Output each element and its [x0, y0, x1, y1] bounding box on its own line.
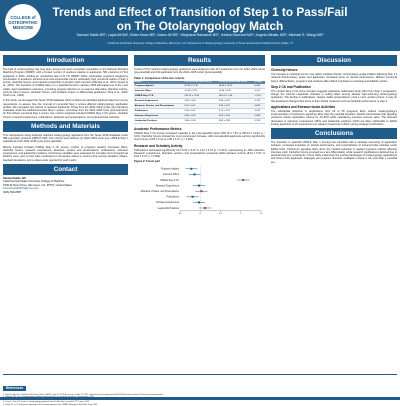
category-label: Programs Applied	[160, 169, 179, 172]
x-tick-label: 0	[199, 213, 201, 216]
results-intro: A total of 670 matched otolaryngology applicants were analyzed, with 327 applicants from the 2022–2023 cohort (pre-pass/fail) and 343 applicants from the 2024–2025 cohort (post-pass/fail).	[134, 68, 265, 75]
table-cell: 5.93 ± 3.09	[184, 99, 218, 104]
contact-name: Samuel Saldo, BS	[3, 176, 26, 180]
forest-plot	[134, 164, 265, 216]
table-row	[134, 118, 265, 123]
table-cell: Volunteer Experiences	[134, 113, 184, 118]
discussion-text: The increase in clerkship honors may reflect medical schools' compensatory grade inflation following Step 1's reduced discriminatory power and applicants' increased focus on clinical performance. Without numerical Step 1 differentiation, programs and students alike shifted emphasis to remaining quantifiable metrics.	[271, 73, 397, 83]
table-1	[134, 77, 265, 124]
x-tick-label: 0.5	[218, 213, 223, 216]
right-column	[271, 55, 397, 166]
table-cell: 4.12 ± 4.75	[218, 109, 254, 114]
research-text: Publications decreased significantly from 5.04 ± 5.07 to 4.12 ± 4.75 (p = 0.013), representing an 18% reduction. Research experiences, abstracts, posters, and presentations remained stable between cohorts (8.44 ± 5.97 vs 8.24 ± 6.47, p = 0.694).	[134, 148, 265, 159]
table-header: Pre-Pass/Fail (2022–2023)	[184, 81, 218, 85]
figure-caption: Figure 2: Forest plot	[134, 160, 160, 164]
table-cell: 56.94 ± 22.23	[218, 84, 254, 88]
table-header: Metric	[134, 81, 184, 85]
table-cell: 0.128	[254, 118, 265, 123]
subheading-step2: Step 2 CK and Publication	[271, 84, 311, 89]
section-heading-results: Results	[134, 55, 265, 66]
table-cell: 6.66 ± 4.26	[184, 113, 218, 118]
logo-line: OSTEOPATHIC	[8, 20, 38, 25]
effect-point	[190, 168, 192, 170]
logo-line: COLLEGE of	[10, 15, 36, 20]
college-logo	[5, 4, 41, 40]
contact-block	[3, 177, 128, 195]
category-label: USMLE Step 2 CK	[159, 180, 179, 183]
table-cell: 8.44 ± 5.97	[218, 104, 254, 109]
effect-point	[192, 196, 194, 198]
comparison-table	[134, 81, 265, 124]
effect-point	[194, 174, 196, 176]
conclusions-text: The transition to pass/fail USMLE Step 1 scoring has coincided with a strategic narrowing of application behavior, increased emphasis on clinical performance, and reprioritization of extracurricular activities under ERAS limits. Preference signaling likely drove the marked reduction in applied programs without affecting interview yield. Clerkship honors emerged as a key differentiator, while research (publications declined due to practical and time constraints). These shifts underscore the evolving landscape of otolaryngology applications and inform both applicants' strategies and program directors' evaluation criteria in the post-Step 1 pass/fail era.	[271, 141, 397, 164]
intro-paragraph: The field of otolaryngology has long been among the most competitive specialties in the National Resident Matching Program (NRMP), with a limited number of positions relative to applicants. 581 positions for 514 applicants in 2024, yielding an unmatched rate of 21.7% (NRMP, 2024). Historically, programs weighted a combination of academic achievements and experiential metrics particularly high numerical values of Step 1 scores, clerkship honors, and research productivity to predict match success (Gillespie et al., 2021; Grewe et al., 2023). The transition of USMLE Step 1 to a pass/fail format in January 2022 eliminated one of the most widely used quantitative measures, prompting program directors to re-examine alternative objective metrics, such as Step 2 scores, clerkship honors, and scholarly output, to differentiate applicants (Yang et al., 2023; Smith et al., 2024).	[3, 68, 128, 97]
logo-line: MEDICINE	[12, 25, 34, 30]
intro-paragraph: In this study, we leveraged the Texas STAR database which contains de-identified applicant data from survey respondents, to assess how the removal of numerical Step 1 scores affected otolaryngology application profiles. We compared two cohorts of matched applicants: Those from the 2022–2023 cycles (pre-transition) evaluated under the traditional scored Step 1 system, and those from the 2024–2025 cycle (post-transition) for first without numerical Step 1 scores. Key metrics analyzed included USMLE Step 2 CK scores, clerkship honors, research experiences, publications, abstracts and presentations, and extracurricular activities.	[3, 99, 128, 119]
table-cell: 3.82 ± 2.99	[218, 118, 254, 123]
table-cell: USMLE Step 2 CK	[134, 94, 184, 99]
section-heading-conclusions: Conclusions	[271, 128, 397, 139]
table-cell: 8.24 ± 6.47	[184, 104, 218, 109]
table-cell: 0.725	[254, 99, 265, 104]
author-list: Samuel Saldo BS¹, Layla Ali BA¹, Brian Kwan BS¹, Adam Ali BS¹, Meghana Ranadive BS¹, Ieesha Hazzard MD², Angela Mihalic MD², Michael S. Wang MD²	[76, 33, 324, 37]
category-label: Publications	[166, 197, 179, 200]
category-label: Leadership Positions	[157, 208, 179, 211]
discussion-text: The substantial reduction in applications from 62 to 56 programs likely reflects otolaryngology's implementation of preference signaling rather than the pass/fail transition. Studies demonstrate that signaling programs reduce application volume by 10–30% while maintaining interview success rates. The dramatic decreases in volunteer experiences (49%) and leadership positions (22%) are likely attributable to ERAS limiting applicants to 10 experiences per category beginning in 2024, turning strategic prioritization.	[271, 109, 397, 126]
effect-point	[200, 191, 202, 193]
category-label: Volunteer Experiences	[156, 202, 179, 205]
table-header: p-value	[254, 81, 265, 85]
effect-point	[198, 202, 200, 204]
contact-phone: (626) 839-0587	[3, 190, 22, 194]
x-tick-label: 1	[240, 213, 242, 216]
academic-text: USMLE Step 2 CK scores increased markedly in the post-pass/fail cohort (260.79 ± 7.66 vs 250.13 ± 11.94, p < 0.01). Clerkship honors showed the most pronounced increase, with post-pass/fail applicants earning significantly more honors (4.83 ± 2.11 vs 4.08 ± 2.37, p < 0.001).	[134, 131, 265, 142]
table-cell: 0.683	[254, 113, 265, 118]
subheading-clerkship: Clerkship Honors	[271, 68, 298, 72]
table-cell: 260.79 ± 7.66	[218, 94, 254, 99]
left-column	[3, 55, 128, 194]
effect-point	[198, 185, 200, 187]
table-caption: Table 1: Comparison of the two cohorts	[134, 76, 185, 80]
references-heading: References	[3, 386, 26, 391]
methods-paragraph: This retrospective study analyzed matched otolaryngology applicants from the Texas STAR database under IRB exemption (protocol 1388-07-349). Two cohorts were defined: (1) 2022–2023 cycle (pre–USMLE Step 1 pass/fail) and the 2024–2025 cycle (post–pass/fail).	[3, 133, 128, 144]
reference-item: 4. Yang JC, Kim HJ. Trends in otolaryngology applicant metrics after Step 1 pass/fail. OTO Open. 2023.	[3, 401, 90, 404]
table-cell: Leadership Positions	[134, 118, 184, 123]
x-tick-label: -0.5	[178, 213, 182, 216]
table-cell: 6.53 ± 3.94	[218, 113, 254, 118]
effect-point	[242, 179, 244, 181]
table-body	[134, 84, 265, 123]
references-section	[3, 374, 397, 406]
table-cell: Programs Applied	[134, 84, 184, 88]
poster-header	[0, 0, 400, 51]
subheading-academic: Academic Performance Metrics	[134, 126, 182, 131]
contact-email[interactable]: samuel.saldo3801@cnsu.edu	[3, 187, 39, 191]
reference-item: 5. Smith PG, et al. Preference signaling and the otolaryngology match. JAMA Otolaryngol Head Neck Surg. 2024.	[3, 403, 98, 406]
table-header: Post-Pass/Fail (2024–2025)	[218, 81, 254, 85]
contact-institution: California Northstate University College of Medicine	[3, 180, 65, 184]
table-cell: 250.13 ± 11.94	[184, 94, 218, 99]
x-tick-label: 1.5	[259, 213, 263, 216]
poster-title: Trends and Effect of Transition of Step 1 to Pass/Fail on The Otolaryngology Match	[52, 5, 348, 33]
effect-point	[204, 207, 206, 209]
table-cell: Research Experiences	[134, 99, 184, 104]
discussion-text: The modest Step 2 CK score increase suggests applicants reallocated study effort from Step 1 preparation, though the minimal magnitude indicates a ceiling effect among already high-achieving otolaryngology applicants. The decline in publications, despite stable presentations, point a more unclear picture. It may be that applicants changed their focus to their clinical measures such as clerkship performance or step 2.	[271, 89, 397, 103]
contact-address: 9700 W Taron Drive, Elk Grove, CA, 95757, United States	[3, 183, 72, 187]
category-label: Abstracts, Posters, and Presentations	[140, 191, 179, 194]
category-label: Research Experiences	[155, 185, 179, 188]
table-cell: Publications	[134, 109, 184, 114]
section-heading-methods: Methods and Materials	[3, 121, 128, 132]
table-cell: Abstracts, Posters, and Presentations	[134, 104, 184, 109]
subheading-research: Research and Scholarly Activity	[134, 143, 183, 148]
table-cell: 62.39 ± 27.16	[184, 84, 218, 88]
category-label: Interview Offers	[162, 174, 179, 177]
figure-2	[134, 160, 265, 221]
section-heading-introduction: Introduction	[3, 55, 128, 66]
section-heading-contact: Contact	[3, 164, 128, 175]
table-cell: 3.49 ± 2.63	[184, 118, 218, 123]
table-cell: 0.013	[254, 109, 265, 114]
table-cell: 11.60 ± 4.87	[218, 89, 254, 94]
subheading-applications: Applications and Extracurricular Activities	[271, 104, 336, 109]
table-cell: 5.84 ± 2.82	[218, 99, 254, 104]
middle-column	[134, 55, 265, 224]
table-cell: 0.211	[254, 89, 265, 94]
table-cell: 0.005	[254, 84, 265, 88]
table-cell: 0.694	[254, 104, 265, 109]
reference-item: 1. Results and Data: 2024 Main Residency Match. NRMP, June 30, 2024. Accessed October 22, 2025. https://www.nrmp.org/match-data/2024/06/results-and-data-2024-main-residency-match/	[3, 394, 164, 396]
methods-paragraph: Metrics included included USMLE Step 2 CK scores, number of programs applied, interviews offers, clerkship honors, research experiences, abstracts, posters and presentations, publications, volunteer experiences, and leadership positions. Continuous variables were assessed for normality and compared via Welch's t-test, and χ² tests were conducted on chi-square values to control more scoring variables. Means, standard deviations, and p-values were reported for each metric.	[3, 145, 128, 162]
table-cell: Interview Offers	[134, 89, 184, 94]
table-cell: < 0.01	[254, 94, 265, 99]
affiliations: ¹ California Northstate University College of Medicine, Elk Grove, CA ² Department of Otolaryngology, University of Texas Southwestern Medical Center, Dallas, TX	[106, 42, 294, 45]
table-cell: 12.29 ± 5.18	[184, 89, 218, 94]
section-heading-discussion: Discussion	[271, 55, 397, 66]
table-cell: 5.04 ± 5.07	[184, 109, 218, 114]
